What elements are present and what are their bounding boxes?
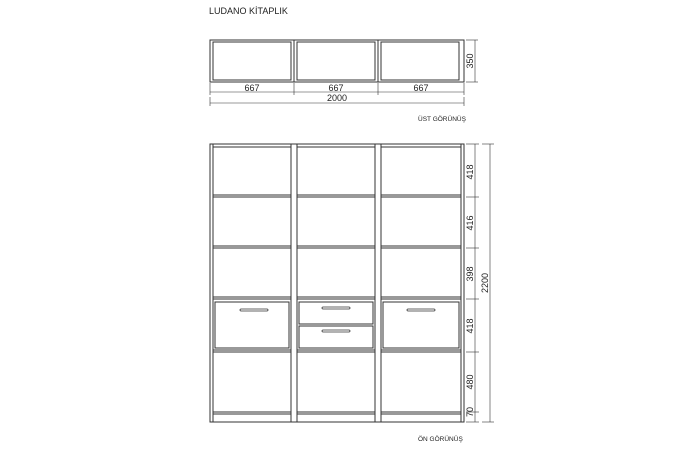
plinth (213, 412, 461, 414)
upper-drawer-handle (322, 307, 350, 309)
lower-drawer (299, 326, 373, 348)
total-height: 2200 (480, 272, 490, 294)
top-view-outline (210, 40, 464, 82)
shelf (213, 246, 461, 248)
row-height-1: 418 (465, 164, 475, 180)
front-view (210, 144, 464, 422)
row-height-2: 416 (465, 215, 475, 231)
front-view-label: ÖN GÖRÜNÜŞ (418, 436, 463, 443)
row-height-4: 418 (465, 318, 475, 334)
row-height-5: 480 (465, 374, 475, 390)
top-view-module-middle (297, 42, 375, 80)
upper-drawer (299, 302, 373, 324)
shelf (213, 297, 461, 299)
top-view-module-right (381, 42, 459, 80)
top-view-module-left (213, 42, 291, 80)
module-width-1: 667 (244, 83, 260, 93)
shelf (213, 350, 461, 352)
module-width-2: 667 (328, 83, 344, 93)
module-width-3: 667 (413, 83, 429, 93)
depth-value: 350 (465, 53, 475, 69)
top-view (210, 40, 464, 82)
drawing-title: LUDANO KİTAPLIK (209, 6, 288, 16)
top-view-label: ÜST GÖRÜNÜŞ (418, 116, 466, 123)
front-view-outline (210, 144, 464, 422)
handles (240, 307, 435, 332)
row-height-3: 398 (465, 266, 475, 282)
shelf (213, 195, 461, 197)
lower-drawer-handle (322, 330, 350, 332)
plinth-height: 70 (465, 406, 475, 418)
left-door-handle (240, 309, 268, 311)
right-door-handle (407, 309, 435, 311)
total-width: 2000 (326, 93, 348, 103)
